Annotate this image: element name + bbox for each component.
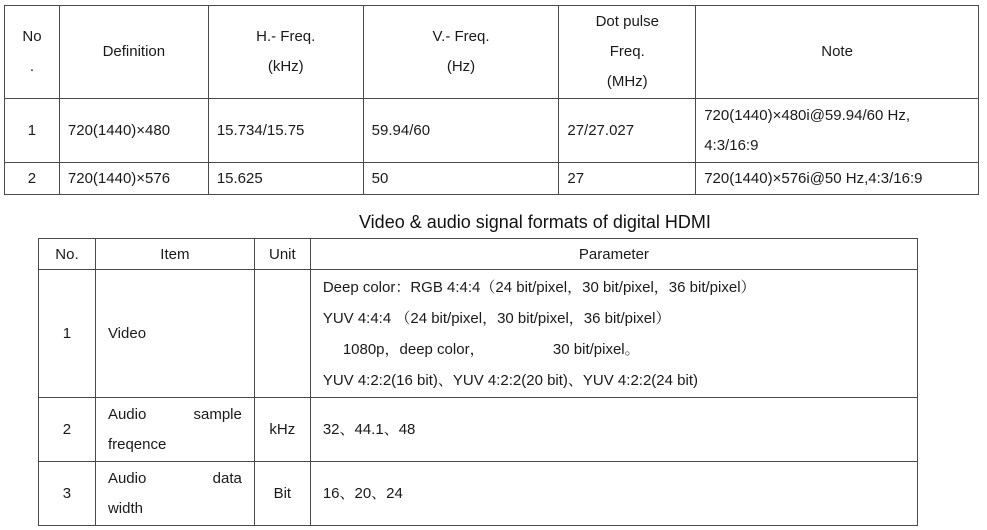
cell-dot: 27: [559, 163, 696, 195]
cell-unit: kHz: [254, 398, 310, 462]
cell-unit: [254, 270, 310, 398]
cell-item: [95, 398, 254, 462]
cell-definition: 720(1440)×576: [59, 163, 208, 195]
header-vfreq-line2: (Hz): [446, 58, 476, 75]
cell-item: [95, 462, 254, 526]
header-hfreq-line2: (kHz): [267, 58, 304, 75]
cell-note: 720(1440)×576i@50 Hz,4:3/16:9: [696, 163, 979, 195]
header-dot-line1: Dot pulse: [595, 13, 659, 30]
header-hfreq-line1: H.- Freq.: [256, 28, 316, 45]
cell-parameter: 32、44.1、48: [310, 398, 917, 462]
cell-parameter: [310, 270, 917, 398]
header-parameter: Parameter: [310, 239, 917, 270]
header-vfreq-line1: V.- Freq.: [432, 28, 490, 45]
cell-parameter: 16、20、24: [310, 462, 917, 526]
header-note: Note: [696, 6, 979, 99]
header-no-line1: No: [22, 28, 42, 45]
table-caption: Video & audio signal formats of digital HDMI: [359, 212, 711, 232]
cell-item-line1: [108, 464, 254, 494]
cell-item-word: Audio: [107, 469, 147, 487]
table-row: [39, 462, 918, 526]
cell-hfreq: 15.734/15.75: [208, 99, 363, 163]
cell-item-line2: freqence: [107, 435, 167, 453]
cell-hfreq: 15.625: [208, 163, 363, 195]
cell-item-line1: [108, 400, 254, 430]
table-row: [39, 270, 918, 398]
header-dot-pulse: [559, 6, 696, 99]
table-row: [39, 398, 918, 462]
cell-item: Video: [95, 270, 254, 398]
display-modes-table: [4, 5, 979, 195]
header-hfreq: [208, 6, 363, 99]
param-line-part: 30 bit/pixel。: [552, 340, 640, 358]
hdmi-formats-table: [38, 238, 918, 526]
header-dot-line3: (MHz): [606, 73, 648, 90]
cell-no: 2: [5, 163, 60, 195]
cell-note: [696, 99, 979, 163]
param-line-part: 1080p，deep color，: [342, 340, 485, 358]
header-no: No.: [39, 239, 96, 270]
header-no: [5, 6, 60, 99]
cell-vfreq: 59.94/60: [363, 99, 559, 163]
param-line: Deep color：RGB 4:4:4（24 bit/pixel，30 bit/pixel，36 bit/pixel）: [322, 278, 756, 296]
cell-item-word: data: [212, 469, 242, 487]
header-unit: Unit: [254, 239, 310, 270]
table-header-row: [5, 6, 979, 99]
cell-item-word: sample: [193, 405, 242, 423]
cell-definition: 720(1440)×480: [59, 99, 208, 163]
cell-note-line1: 720(1440)×480i@59.94/60 Hz,: [704, 106, 910, 124]
param-line: YUV 4:4:4 （24 bit/pixel，30 bit/pixel，36 bit/pixel）: [322, 309, 671, 327]
cell-no: 2: [39, 398, 96, 462]
cell-no: 3: [39, 462, 96, 526]
cell-no: 1: [39, 270, 96, 398]
header-vfreq: [363, 6, 559, 99]
cell-vfreq: 50: [363, 163, 559, 195]
cell-no: 1: [5, 99, 60, 163]
header-item: Item: [95, 239, 254, 270]
table-row: [5, 163, 979, 195]
table-header-row: [39, 239, 918, 270]
header-dot-line2: Freq.: [609, 43, 645, 60]
cell-note-line2: 4:3/16:9: [704, 136, 759, 154]
header-no-line2: .: [29, 58, 35, 75]
param-line: YUV 4:2:2(16 bit)、YUV 4:2:2(20 bit)、YUV 4:2:2(24 bit): [322, 371, 698, 389]
param-line: [323, 334, 917, 365]
cell-item-word: Audio: [107, 405, 147, 423]
table-row: [5, 99, 979, 163]
cell-unit: Bit: [254, 462, 310, 526]
cell-dot: 27/27.027: [559, 99, 696, 163]
header-definition: Definition: [59, 6, 208, 99]
cell-item-line2: width: [107, 499, 143, 517]
